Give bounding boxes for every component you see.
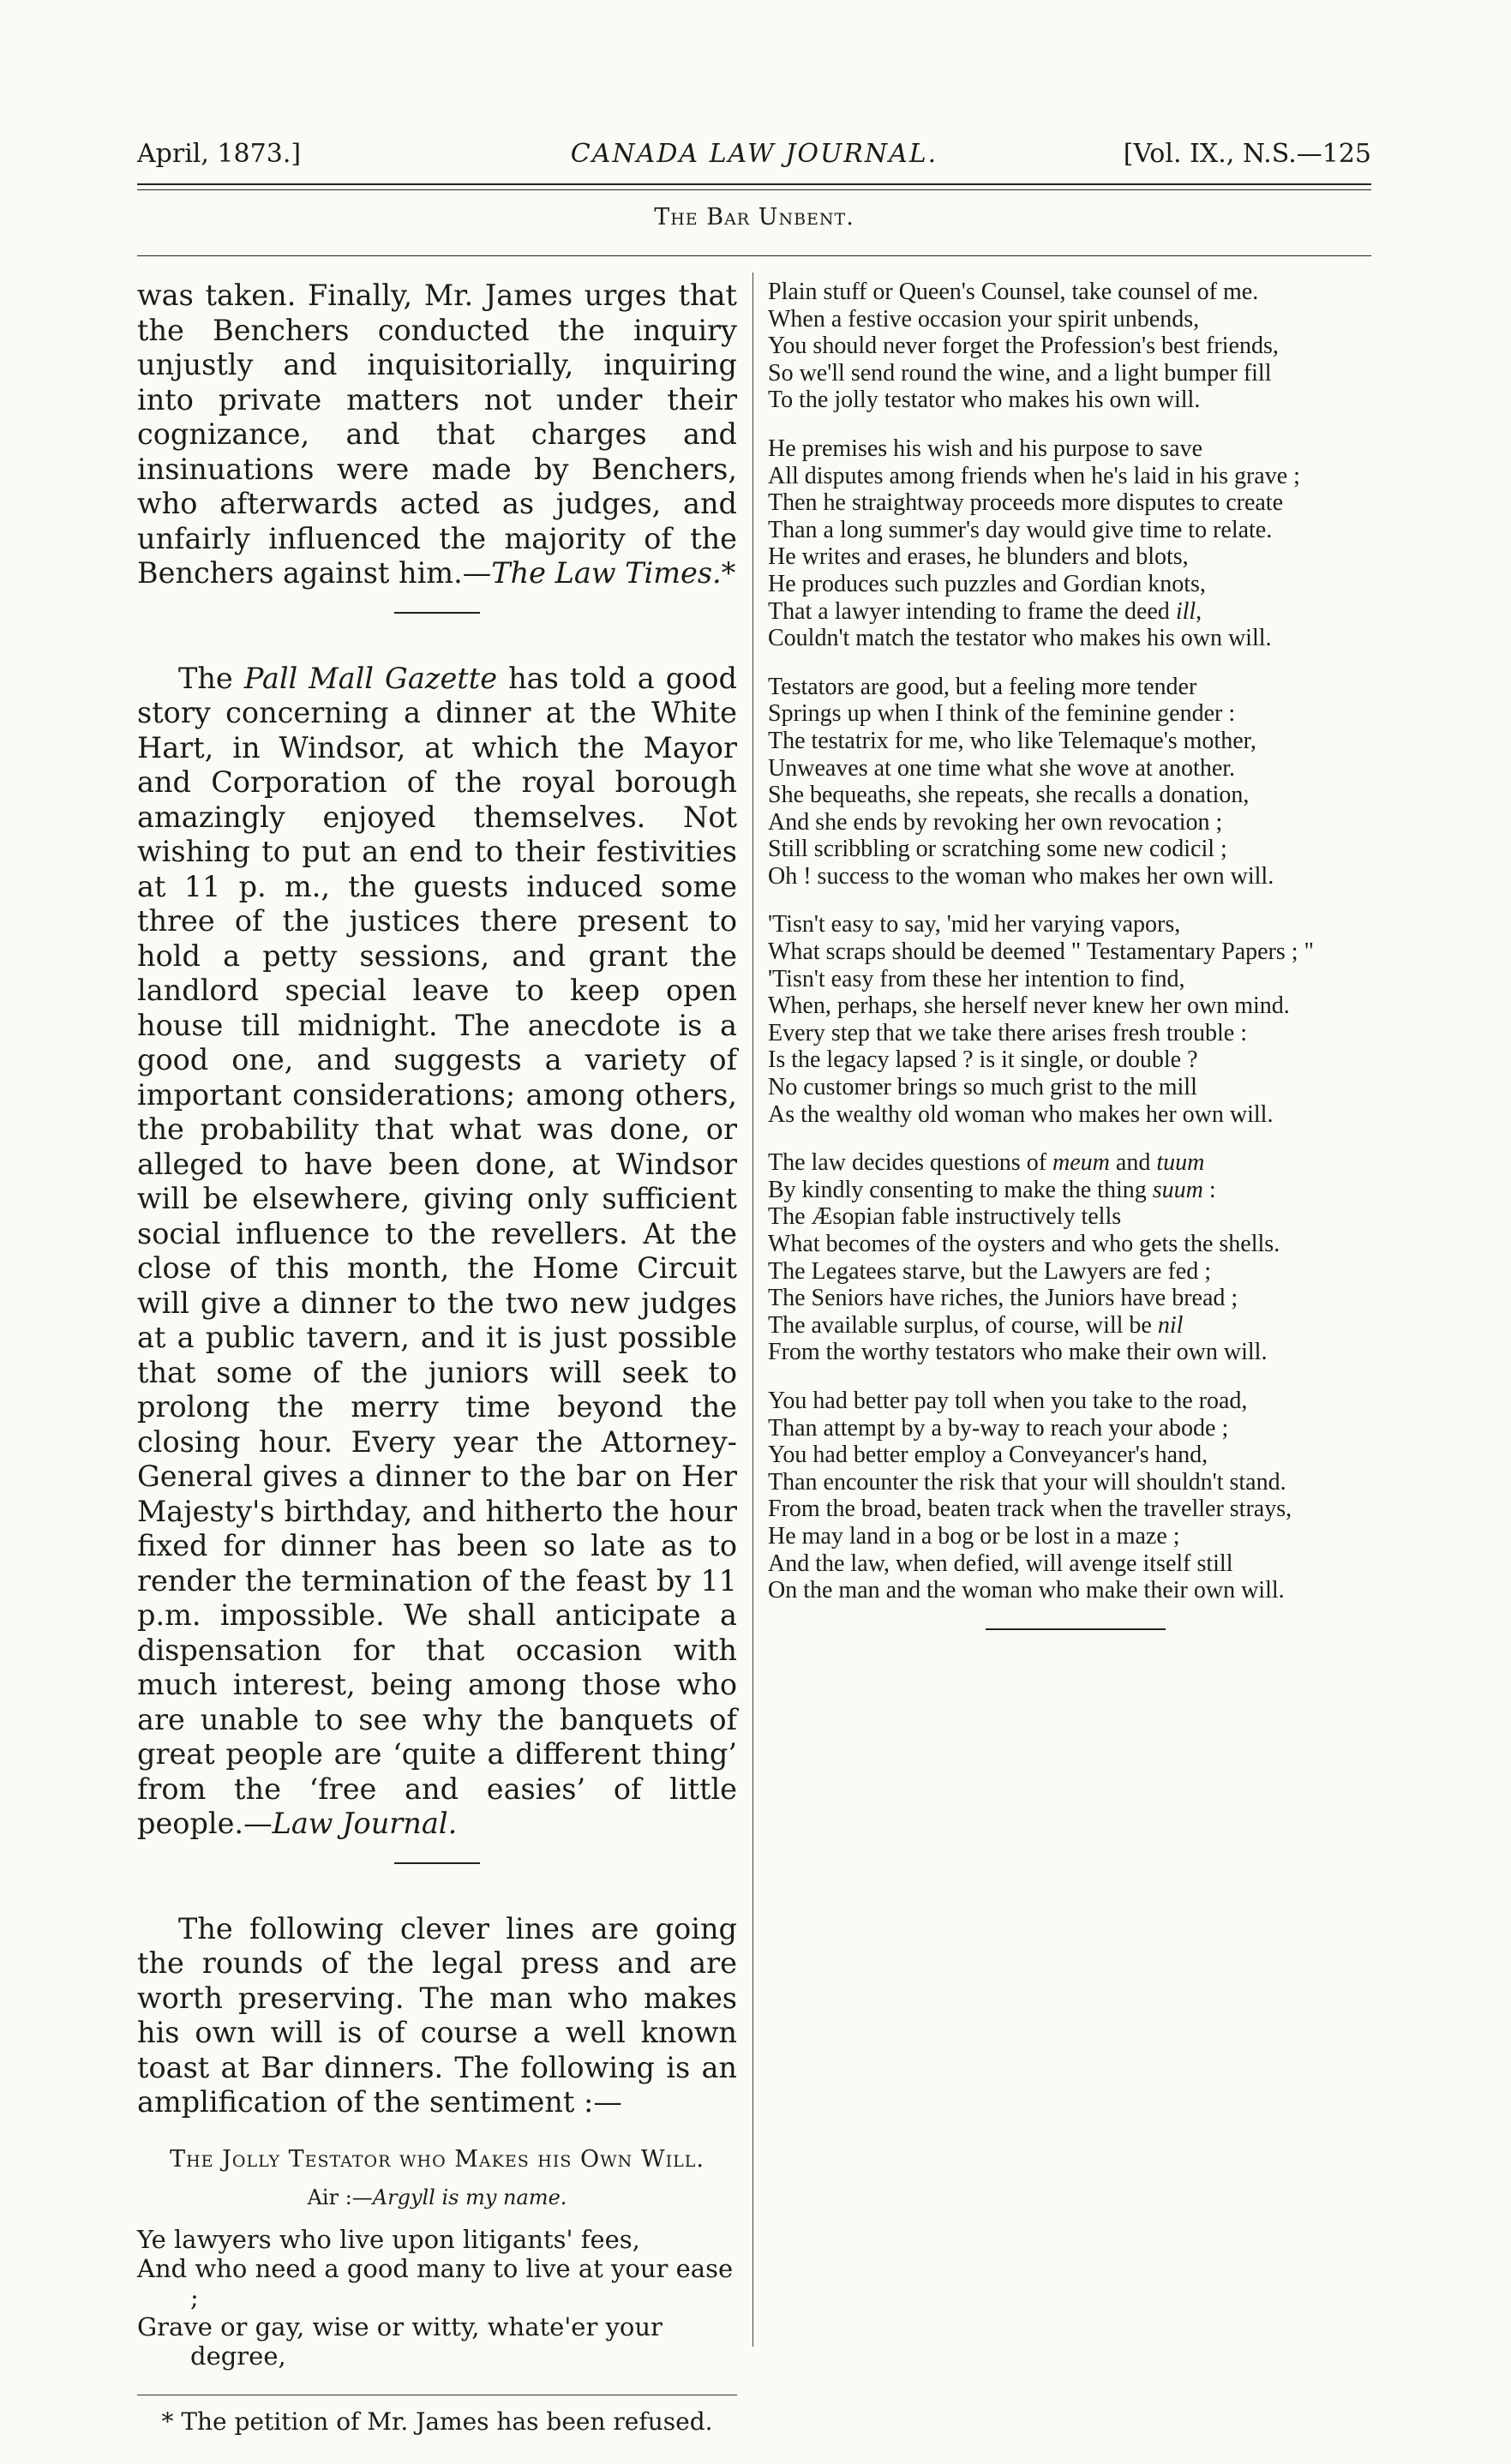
verse-line: No customer brings so much grist to the mill [768, 1074, 1197, 1101]
poem-title: The Jolly Testator who Makes his Own Will. [170, 2145, 705, 2173]
verse-line: And who need a good many to live at your ease ; [137, 2253, 734, 2312]
verse-line: So we'll send round the wine, and a light bumper fill [768, 359, 1272, 387]
section-title: The Bar Unbent. [654, 204, 854, 231]
poem-air [137, 2182, 737, 2213]
verse-line [768, 1177, 1372, 1204]
verse-line-text: By kindly consenting to make the thing [768, 1176, 1147, 1203]
section-separator [394, 1862, 480, 1864]
running-head [137, 139, 1371, 173]
verse-line: He may land in a bog or be lost in a maze ; [768, 1522, 1180, 1550]
verse-line: Couldn't match the testator who makes his own will. [768, 625, 1272, 652]
section-separator [394, 612, 480, 614]
volume-page-number: [Vol. IX., N.S.—125 [1123, 139, 1371, 169]
verse-line: He produces such puzzles and Gordian knots, [768, 570, 1206, 597]
verse-line: Is the legacy lapsed ? is it single, or double ? [768, 1046, 1198, 1074]
verse-line: Still scribbling or scratching some new codicil ; [768, 836, 1227, 863]
stanza-5 [768, 1149, 1372, 1366]
header-rule-bottom [137, 189, 1371, 190]
verse-line [768, 598, 1372, 626]
verse-line: The Æsopian fable instructively tells [768, 1203, 1122, 1231]
poem-air-tune: Argyll is my name. [372, 2185, 567, 2209]
verse-line: Than a long summer's day would give time to relate. [768, 516, 1273, 543]
verse-line: Ye lawyers who live upon litigants' fees, [137, 2224, 640, 2254]
footnote: * The petition of Mr. James has been refused. [161, 2407, 713, 2436]
italic-word: nil [1157, 1311, 1184, 1339]
verse-line: And she ends by revoking her own revocation ; [768, 808, 1223, 836]
verse-line: Plain stuff or Queen's Counsel, take counsel of me. [768, 279, 1259, 305]
stanza-6 [768, 1388, 1372, 1604]
publication-name: Pall Mall Gazette [243, 661, 498, 695]
verse-line: The testatrix for me, who like Telemaque's mother, [768, 727, 1256, 754]
paragraph-pall-mall-lead: The [178, 661, 233, 695]
verse-line: He premises his wish and his purpose to save [768, 435, 1203, 462]
stanza-2 [768, 435, 1372, 652]
end-rule [986, 1628, 1166, 1630]
verse-line: What becomes of the oysters and who gets the shells. [768, 1231, 1280, 1257]
verse-line: You should never forget the Profession's best friends, [768, 333, 1279, 360]
verse-line: When a festive occasion your spirit unbends, [768, 305, 1200, 333]
verse-line: Springs up when I think of the feminine gender : [768, 700, 1236, 728]
stanza-1 [768, 279, 1372, 414]
verse-line: The Legatees starve, but the Lawyers are fed ; [768, 1257, 1211, 1285]
poem-air-label: Air :— [307, 2185, 373, 2209]
italic-word: suum [1152, 1176, 1203, 1203]
verse-line-text: That a lawyer intending to frame the deed [768, 597, 1170, 625]
verse-line: To the jolly testator who makes his own will. [768, 387, 1201, 414]
verse-line-text: : [1208, 1176, 1216, 1203]
verse-line-text: The law decides questions of [768, 1149, 1047, 1177]
paragraph-clever-lines: The following clever lines are going the rounds of the legal press and are worth preserving. The man who makes his own will is of course a well known toast at Bar dinners. The following is an amplification of the sentiment :— [137, 1911, 737, 2119]
stanza-4 [768, 911, 1372, 1128]
italic-word: tuum [1156, 1149, 1205, 1177]
verse-line: She bequeaths, she repeats, she recalls a donation, [768, 782, 1250, 809]
stanza-3 [768, 674, 1372, 890]
verse-line: Grave or gay, wise or witty, whate'er your degree, [137, 2311, 663, 2371]
source-law-journal: Law Journal. [272, 1807, 458, 1840]
verse-line: On the man and the woman who make their own will. [768, 1577, 1285, 1604]
verse-line: The Seniors have riches, the Juniors have bread ; [768, 1285, 1238, 1312]
journal-title: CANADA LAW JOURNAL. [570, 139, 938, 169]
right-column [768, 279, 1372, 1630]
verse-line: Unweaves at one time what she wove at another. [768, 754, 1236, 782]
section-rule [137, 255, 1371, 256]
verse-line: You had better employ a Conveyancer's hand, [768, 1442, 1208, 1469]
verse-line: When, perhaps, she herself never knew her own mind. [768, 992, 1290, 1020]
header-rule-top [137, 183, 1371, 185]
verse-line [768, 1149, 1372, 1177]
italic-word: meum [1052, 1149, 1110, 1177]
paragraph-james-text: was taken. Finally, Mr. James urges that the Benchers conducted the inquiry unjustly and inquisitorially, inquiring into private matters not under their cognizance, and that charges and insinuations were made by Benchers, who afterwards acted as judges, and unfairly influenced the majority of the Benchers against him.— [137, 279, 737, 590]
verse-line: All disputes among friends when he's laid in his grave ; [768, 462, 1300, 489]
source-law-times: The Law Times.* [491, 556, 736, 590]
verse-line: Than attempt by a by-way to reach your abode ; [768, 1414, 1229, 1442]
verse-line: Then he straightway proceeds more disputes to create [768, 489, 1284, 517]
verse-line: Testators are good, but a feeling more tender [768, 673, 1197, 700]
verse-line: What scraps should be deemed " Testamentary Papers ; " [768, 938, 1314, 966]
verse-line: As the wealthy old woman who makes her own will. [768, 1100, 1274, 1128]
verse-line-text: The available surplus, of course, will be [768, 1311, 1152, 1339]
paragraph-pall-mall [137, 662, 737, 1842]
italic-word: ill, [1175, 597, 1202, 625]
verse-line: Than encounter the risk that your will shouldn't stand. [768, 1468, 1286, 1496]
verse-line: 'Tisn't easy from these her intention to find, [768, 965, 1185, 992]
verse-line: And the law, when defied, will avenge itself still [768, 1550, 1233, 1577]
verse-line [768, 1312, 1372, 1340]
verse-line: From the worthy testators who make their own will. [768, 1339, 1268, 1366]
verse-line: He writes and erases, he blunders and blots, [768, 543, 1189, 571]
verse-line: Oh ! success to the woman who makes her own will. [768, 862, 1274, 890]
verse-line: Every step that we take there arises fresh trouble : [768, 1019, 1248, 1046]
verse-line: From the broad, beaten track when the traveller strays, [768, 1496, 1292, 1523]
left-column [137, 279, 737, 2437]
verse-line: You had better pay toll when you take to the road, [768, 1387, 1248, 1414]
issue-date: April, 1873.] [137, 139, 302, 169]
verse-line-text: and [1115, 1149, 1151, 1177]
verse-line: 'Tisn't easy to say, 'mid her varying vapors, [768, 911, 1181, 938]
paragraph-james [137, 279, 737, 591]
poem-opening-lines [137, 2225, 737, 2371]
paragraph-pall-mall-text: has told a good story concerning a dinner at the White Hart, in Windsor, at which the Mayor and Corporation of the royal borough amazingly enjoyed themselves. Not wishing to put an end to their festivities at 11 p. m., the guests induced some three of the justices there present to hold a petty sessions, and grant the landlord special leave to keep open house till midnight. The anecdote is a good one, and suggests a variety of important considerations; among others, the probability that what was done, or alleged to have been done, at Windsor will be elsewhere, giving only sufficient social influence to the revellers. At the close of this month, the Home Circuit will give a dinner to the two new judges at a public tavern, and it is just possible that some of the juniors will seek to prolong the merry time beyond the closing hour. Every year the Attorney-General gives a dinner to the bar on Her Majesty's birthday, and hitherto the hour fixed for dinner has been so late as to render the termination of the feast by 11 p.m. impossible. We shall anticipate a dispensation for that occasion with much interest, being among those who are unable to see why the banquets of great people are ‘quite a different thing’ from the ‘free and easies’ of little people.— [137, 661, 737, 1840]
